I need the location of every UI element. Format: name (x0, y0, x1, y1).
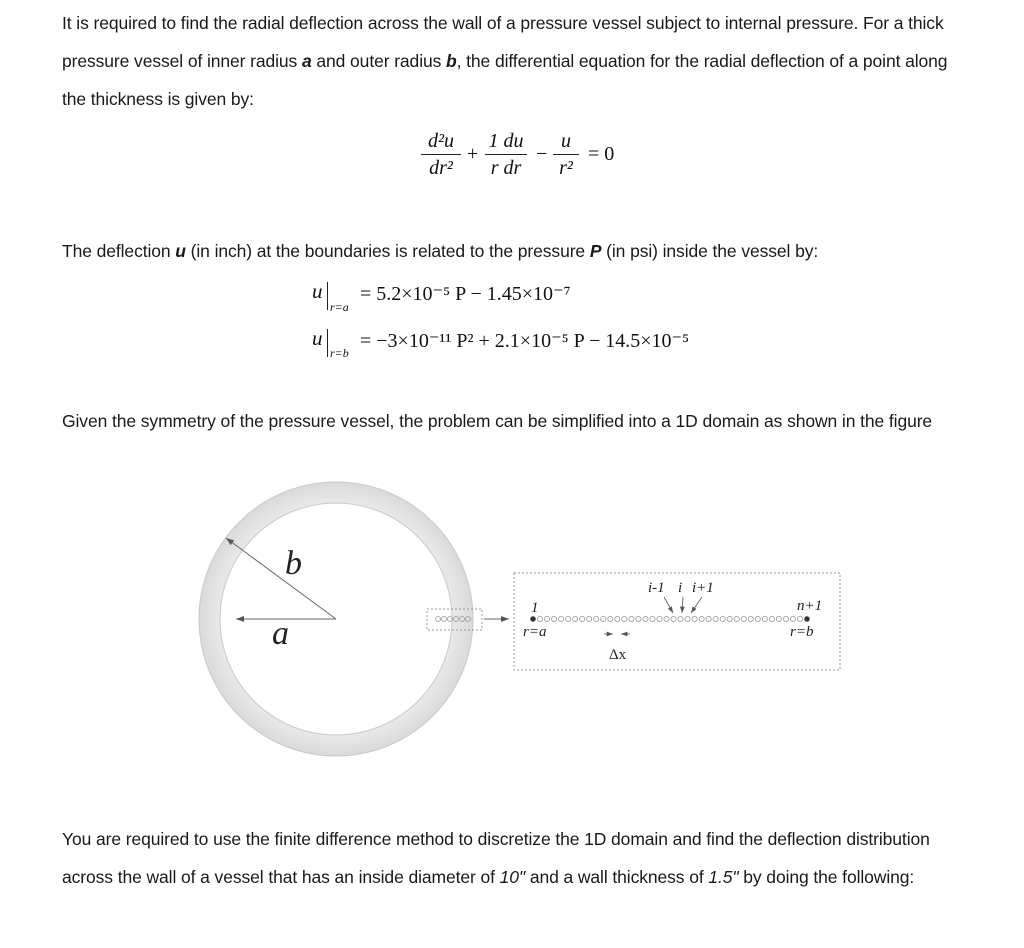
label-r-equals-a: r=a (523, 624, 547, 640)
intro-paragraph (62, 4, 992, 118)
grid-node (580, 616, 585, 621)
grid-node (587, 616, 592, 621)
outer-radius-symbol: b (446, 51, 457, 71)
grid-node (608, 616, 613, 621)
last-node (805, 617, 810, 622)
grid-node (699, 616, 704, 621)
inside-diameter-value: 10" (499, 867, 526, 887)
node-label-last: n+1 (797, 598, 823, 614)
plus-sign: + (467, 143, 479, 165)
node-label-i: i (678, 580, 683, 596)
closing-paragraph (62, 820, 992, 896)
grid-node (734, 616, 739, 621)
grid-node (706, 616, 711, 621)
node-row (530, 616, 809, 621)
vessel-figure (0, 480, 1024, 780)
grid-node (537, 616, 542, 621)
grid-node (559, 616, 564, 621)
grid-node (643, 616, 648, 621)
grid-node (601, 616, 606, 621)
grid-node (650, 616, 655, 621)
grid-node (783, 616, 788, 621)
intro-line-1: It is required to find the radial deflection across the wall of a pressure vessel subject to internal pressure. For a thick (62, 13, 944, 33)
grid-node (727, 616, 732, 621)
grid-node (762, 616, 767, 621)
grid-node (622, 616, 627, 621)
grid-node (573, 616, 578, 621)
label-b: b (285, 545, 302, 582)
closing-line-1: You are required to use the finite difference method to discretize the 1D domain and find the deflection distribution (62, 829, 930, 849)
minus-sign: − (536, 143, 548, 165)
grid-node (615, 616, 620, 621)
grid-node (664, 616, 669, 621)
grid-node (755, 616, 760, 621)
fraction-first-derivative: 1 du r dr (485, 130, 527, 179)
node-label-i-minus-1: i-1 (648, 580, 665, 596)
closing-line-2: across the wall of a vessel that has an inside diameter of 10" and a wall thickness of 1.5" by doing the following: (62, 867, 915, 887)
node-label-i-plus-1: i+1 (692, 580, 714, 596)
grid-node (713, 616, 718, 621)
grid-node (776, 616, 781, 621)
grid-node (551, 616, 556, 621)
inner-radius-symbol: a (301, 51, 312, 71)
pointer-i (682, 597, 683, 613)
pointer-i-minus-1 (664, 597, 673, 613)
symmetry-sentence: Given the symmetry of the pressure vessel, the problem can be simplified into a 1D domain as shown in the figure (62, 411, 933, 431)
grid-node (720, 616, 725, 621)
grid-node (748, 616, 753, 621)
grid-node (797, 616, 802, 621)
grid-node (671, 616, 676, 621)
grid-node (685, 616, 690, 621)
grid-node (629, 616, 634, 621)
grid-node (657, 616, 662, 621)
grid-node (790, 616, 795, 621)
grid-node (566, 616, 571, 621)
first-node (531, 617, 536, 622)
intro-line-2: pressure vessel of inner radius a and outer radius b, the differential equation for the radial deflection of a point along (62, 51, 948, 71)
label-r-equals-b: r=b (790, 624, 814, 640)
grid-node (636, 616, 641, 621)
grid-node (544, 616, 549, 621)
grid-node (594, 616, 599, 621)
fraction-u-over-r2: u r² (553, 130, 579, 179)
boundary-sentence: The deflection u (in inch) at the boundaries is related to the pressure P (in psi) inside the vessel by: (62, 241, 819, 261)
fraction-second-derivative: d²u dr² (421, 130, 461, 179)
grid-node (769, 616, 774, 621)
grid-node (692, 616, 697, 621)
wall-thickness-value: 1.5" (708, 867, 739, 887)
node-label-first: 1 (531, 600, 539, 616)
label-a: a (272, 615, 289, 652)
label-dx: Δx (609, 647, 627, 663)
pointer-i-plus-1 (691, 597, 702, 613)
grid-node (678, 616, 683, 621)
grid-node (741, 616, 746, 621)
intro-line-3: the thickness is given by: (62, 89, 254, 109)
equation-rhs: = 0 (588, 143, 615, 165)
domain-box (514, 573, 840, 670)
